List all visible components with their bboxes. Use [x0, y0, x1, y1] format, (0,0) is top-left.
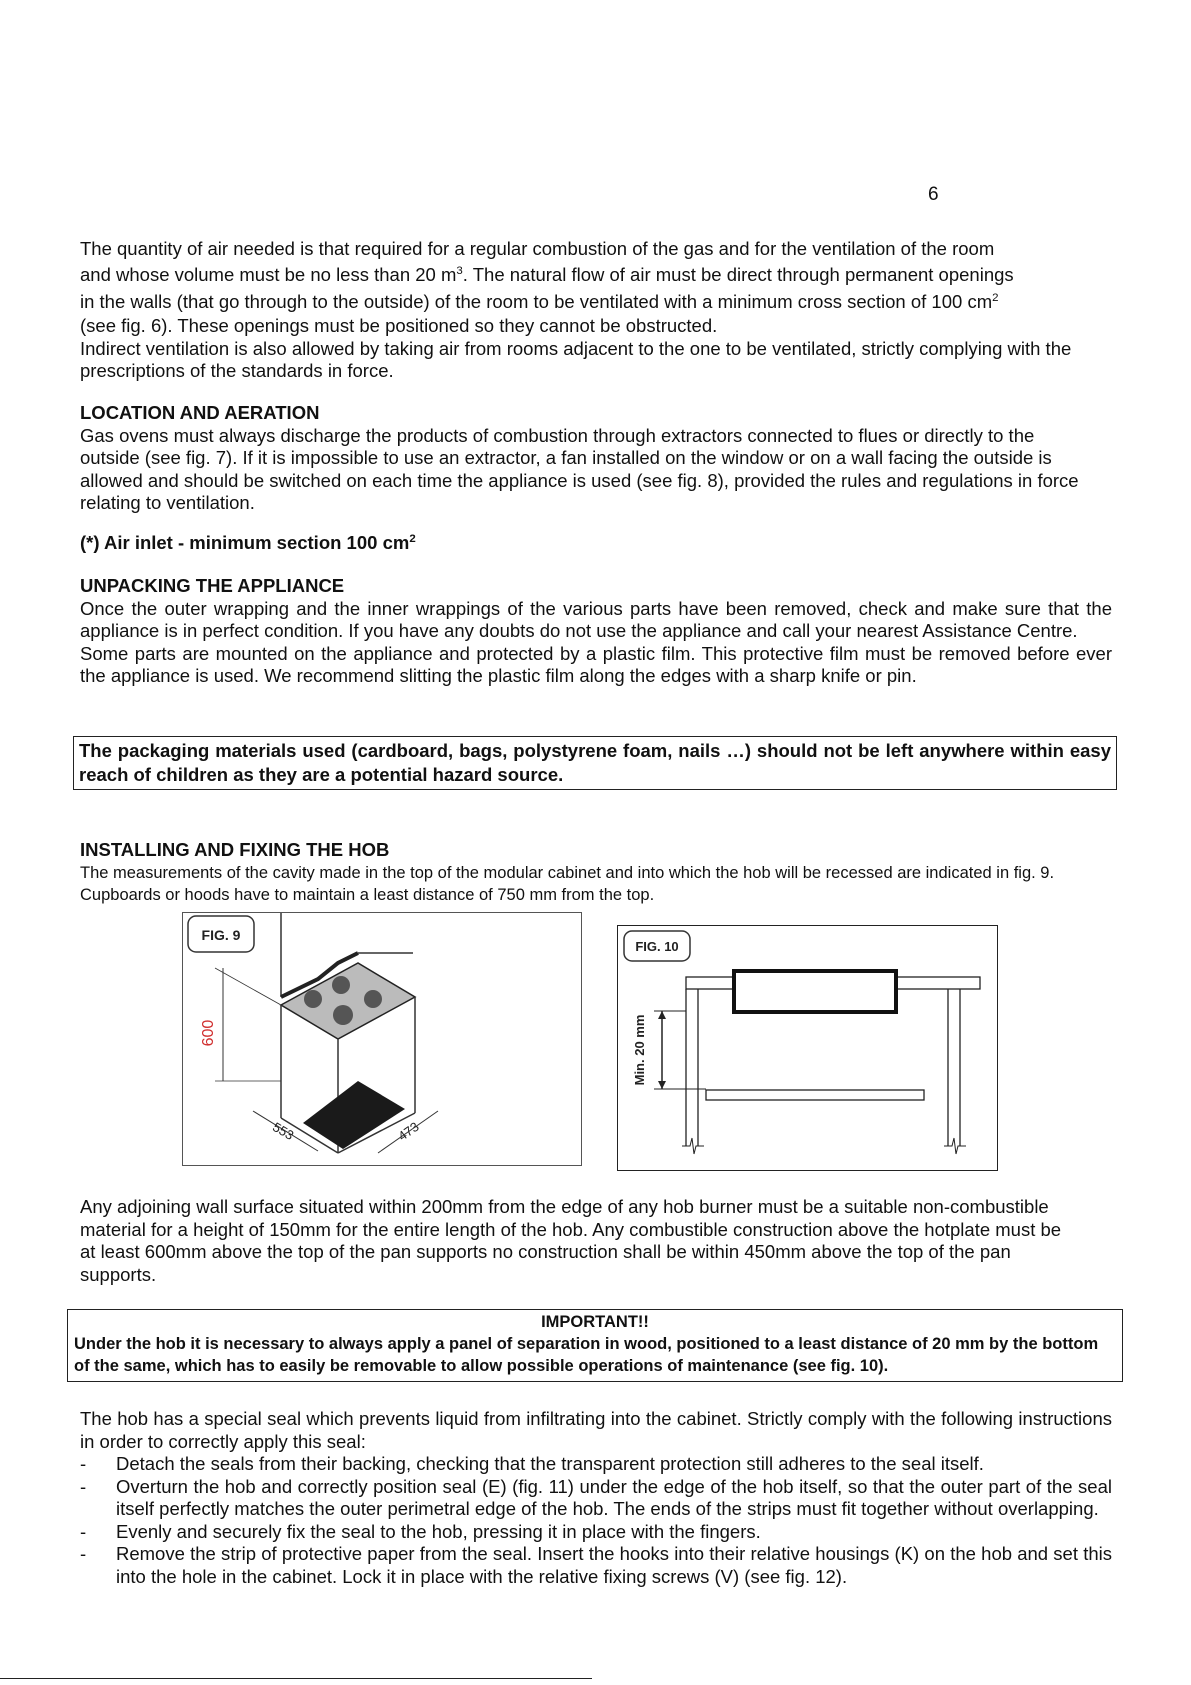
unpacking-paragraph: Once the outer wrapping and the inner wrappings of the various parts have been removed, check and make sure that the appliance is in perfect condition. If you have any doubts do not use the appliance and call your nearest Assistance Centre.: [80, 597, 1112, 641]
seal-intro: The hob has a special seal which prevents liquid from infiltrating into the cabinet. Strictly comply with the following instructions in order to correctly apply this seal:: [80, 1408, 1112, 1452]
footer-divider: [0, 1678, 592, 1679]
adjoining-paragraph: Any adjoining wall surface situated within 200mm from the edge of any hob burner must be a suitable non-combustible material for a height of 150mm for the entire length of the hob. Any combustible construction above the hotplate must be at least 600mm above the top of the pan supports no construction shall be within 450mm above the top of the pan supports.: [80, 1196, 1062, 1285]
height-dimension: 600: [200, 1019, 217, 1047]
important-box: [67, 1309, 1123, 1382]
intro-line: [80, 262, 1112, 288]
section-heading: UNPACKING THE APPLIANCE: [80, 575, 345, 596]
superscript: 3: [456, 264, 463, 277]
location-section: [80, 402, 1112, 515]
figure-10-drawing: [618, 926, 997, 1170]
important-title: IMPORTANT!!: [541, 1313, 649, 1331]
seal-section: [80, 1408, 1112, 1588]
intro-text: . The natural flow of air must be direct through permanent openings: [462, 264, 1014, 285]
important-body: Under the hob it is necessary to always apply a panel of separation in wood, positioned to a least distance of 20 mm by the bottom of the same, which has to easily be removable to allow possible operations of maintenance (see fig. 10).: [74, 1335, 1099, 1375]
page-number: 6: [928, 184, 939, 205]
intro-section: [80, 236, 1112, 383]
installing-body: The measurements of the cavity made in the top of the modular cabinet and into which the hob will be recessed are indicated in fig. 9. Cupboards or hoods have to maintain a least distance of 750 mm from the top.: [80, 863, 1055, 904]
location-body: Gas ovens must always discharge the products of combustion through extractors connected to flues or directly to the outside (see fig. 7). If it is impossible to use an extractor, a fan installed on the window or on a wall facing the outside is allowed and should be switched on each time the appliance is used (see fig. 8), provided the rules and regulations in force relating to ventilation.: [80, 424, 1079, 513]
section-heading: LOCATION AND AERATION: [80, 402, 320, 423]
intro-line: [80, 288, 1112, 315]
installing-section: [80, 839, 1112, 906]
air-inlet-text: (*) Air inlet - minimum section 100 cm: [80, 532, 410, 553]
intro-line: Indirect ventilation is also allowed by taking air from rooms adjacent to the one to be ventilated, strictly complying with the prescriptions of the standards in force.: [80, 337, 1072, 381]
figure-9: [182, 912, 582, 1166]
superscript: 2: [992, 291, 999, 304]
list-item: - Remove the strip of protective paper from the seal. Insert the hooks into their relative housings (K) on the hob and set this into the hole in the cabinet. Lock it in place with the relative fixing screws (V) (see fig. 12).: [80, 1543, 1112, 1588]
intro-line: (see fig. 6). These openings must be positioned so they cannot be obstructed.: [80, 315, 718, 336]
figure-9-label: FIG. 9: [201, 927, 241, 943]
figure-10: [617, 925, 998, 1171]
seal-steps: [80, 1453, 1112, 1588]
figure-9-drawing: [183, 913, 581, 1165]
unpacking-paragraph: Some parts are mounted on the appliance and protected by a plastic film. This protective film must be removed before ever the appliance is used. We recommend slitting the plastic film along the edges with a sharp knife or pin.: [80, 642, 1112, 686]
min-distance-label: Min. 20 mm: [632, 1014, 647, 1086]
list-item: - Overturn the hob and correctly position seal (E) (fig. 11) under the edge of the hob itself, so that the outer part of the seal itself perfectly matches the outer perimetral edge of the hob. The ends of the strips must fit together without overlapping.: [80, 1476, 1112, 1521]
list-item: - Detach the seals from their backing, checking that the transparent protection still adheres to the seal itself.: [80, 1453, 1112, 1476]
list-item: - Evenly and securely fix the seal to the hob, pressing it in place with the fingers.: [80, 1521, 1112, 1544]
air-inlet-note: [80, 532, 1112, 555]
section-heading: INSTALLING AND FIXING THE HOB: [80, 839, 390, 860]
unpacking-section: [80, 575, 1112, 688]
intro-text: and whose volume must be no less than 20 m: [80, 264, 457, 285]
figure-10-label: FIG. 10: [635, 939, 679, 954]
intro-line: The quantity of air needed is that required for a regular combustion of the gas and for the ventilation of the room: [80, 238, 995, 259]
warning-box: The packaging materials used (cardboard, bags, polystyrene foam, nails …) should not be left anywhere within easy reach of children as they are a potential hazard source.: [73, 736, 1117, 790]
depth-dimension: 473: [395, 1118, 422, 1144]
superscript: 2: [409, 532, 416, 545]
intro-text: in the walls (that go through to the outside) of the room to be ventilated with a minimum cross section of 100 cm: [80, 291, 993, 312]
width-dimension: 553: [270, 1119, 297, 1144]
